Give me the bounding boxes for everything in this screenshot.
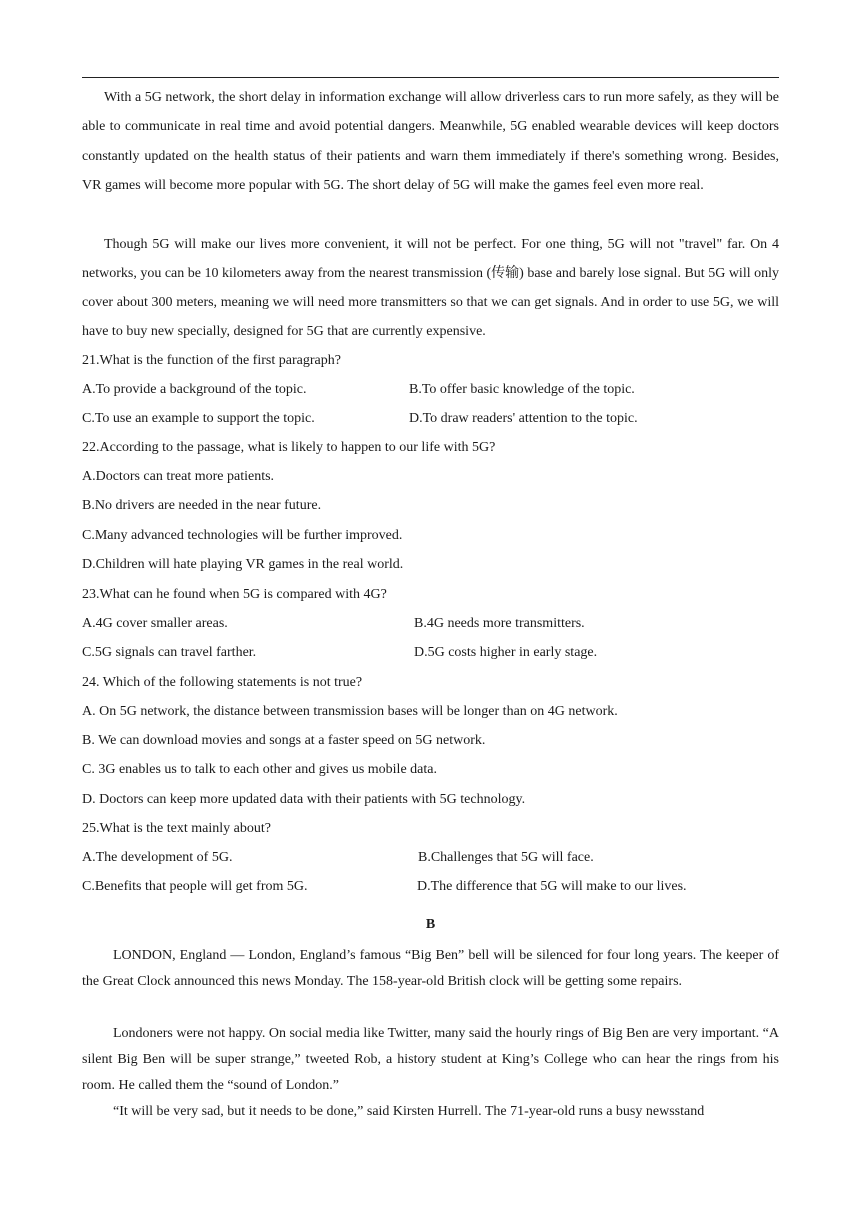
question-24-stem: 24. Which of the following statements is not true? (82, 675, 363, 690)
question-21-option-c: C.To use an example to support the topic. (82, 411, 315, 426)
question-23-option-c: C.5G signals can travel farther. (82, 645, 257, 660)
question-22-option-d: D.Children will hate playing VR games in the real world. (82, 557, 404, 572)
question-25-option-a: A.The development of 5G. (82, 850, 233, 865)
question-23-stem: 23.What can he found when 5G is compared with 4G? (82, 587, 387, 602)
question-24-option-a: A. On 5G network, the distance between transmission bases will be longer than on 4G network. (82, 704, 618, 719)
question-22-option-b: B.No drivers are needed in the near future. (82, 498, 322, 513)
passage-b-paragraph-3: “It will be very sad, but it needs to be done,” said Kirsten Hurrell. The 71-year-old runs a busy newsstand (113, 1104, 705, 1119)
question-25-option-c: C.Benefits that people will get from 5G. (82, 879, 308, 894)
question-23-option-d: D.5G costs higher in early stage. (414, 645, 598, 660)
question-22-option-a: A.Doctors can treat more patients. (82, 469, 275, 484)
question-25-option-d: D.The difference that 5G will make to our lives. (417, 879, 687, 894)
passage-a-paragraph-2: Though 5G will make our lives more convenient, it will not be perfect. For one thing, 5G will not "travel" far. On 4 networks, you can be 10 kilometers away from the nearest transmission (传输) base and barely lose signal. But 5G will only cover about 300 meters, meaning we will need more transmitters so that we can get signals. And in order to use 5G, we will have to buy new specially, designed for 5G that are currently expensive. (82, 236, 779, 340)
question-24-option-c: C. 3G enables us to talk to each other and gives us mobile data. (82, 762, 437, 777)
question-21-stem: 21.What is the function of the first paragraph? (82, 353, 341, 368)
passage-b-paragraph-1: LONDON, England — London, England’s famous “Big Ben” bell will be silenced for four long years. The keeper of the Great Clock announced this news Monday. The 158-year-old British clock will be getting some repairs. (82, 948, 779, 989)
question-21-option-a: A.To provide a background of the topic. (82, 382, 307, 397)
question-25-option-b: B.Challenges that 5G will face. (418, 850, 594, 865)
question-22-option-c: C.Many advanced technologies will be further improved. (82, 528, 403, 543)
question-21-option-b: B.To offer basic knowledge of the topic. (409, 382, 635, 397)
question-21-option-d: D.To draw readers' attention to the topic. (409, 411, 638, 426)
question-23-option-b: B.4G needs more transmitters. (414, 616, 585, 631)
question-23-option-a: A.4G cover smaller areas. (82, 616, 228, 631)
passage-a-paragraph-1: With a 5G network, the short delay in information exchange will allow driverless cars to run more safely, as they will be able to communicate in real time and avoid potential dangers. Meanwhile, 5G enabled wearable devices will keep doctors constantly updated on the health status of their patients and warn them immediately if there's something wrong. Besides, VR games will become more popular with 5G. The short delay of 5G will make the games feel even more real. (82, 90, 779, 193)
passage-b-paragraph-2: Londoners were not happy. On social media like Twitter, many said the hourly rings of Big Ben are very important. “A silent Big Ben will be super strange,” tweeted Rob, a history student at King’s College who can hear the rings from his room. He called them the “sound of London.” (82, 1026, 779, 1093)
question-25-stem: 25.What is the text mainly about? (82, 821, 271, 836)
question-22-stem: 22.According to the passage, what is likely to happen to our life with 5G? (82, 440, 496, 455)
question-24-option-b: B. We can download movies and songs at a faster speed on 5G network. (82, 733, 486, 748)
question-24-option-d: D. Doctors can keep more updated data with their patients with 5G technology. (82, 792, 526, 807)
header-rule (82, 77, 779, 78)
section-b-heading: B (425, 917, 436, 932)
